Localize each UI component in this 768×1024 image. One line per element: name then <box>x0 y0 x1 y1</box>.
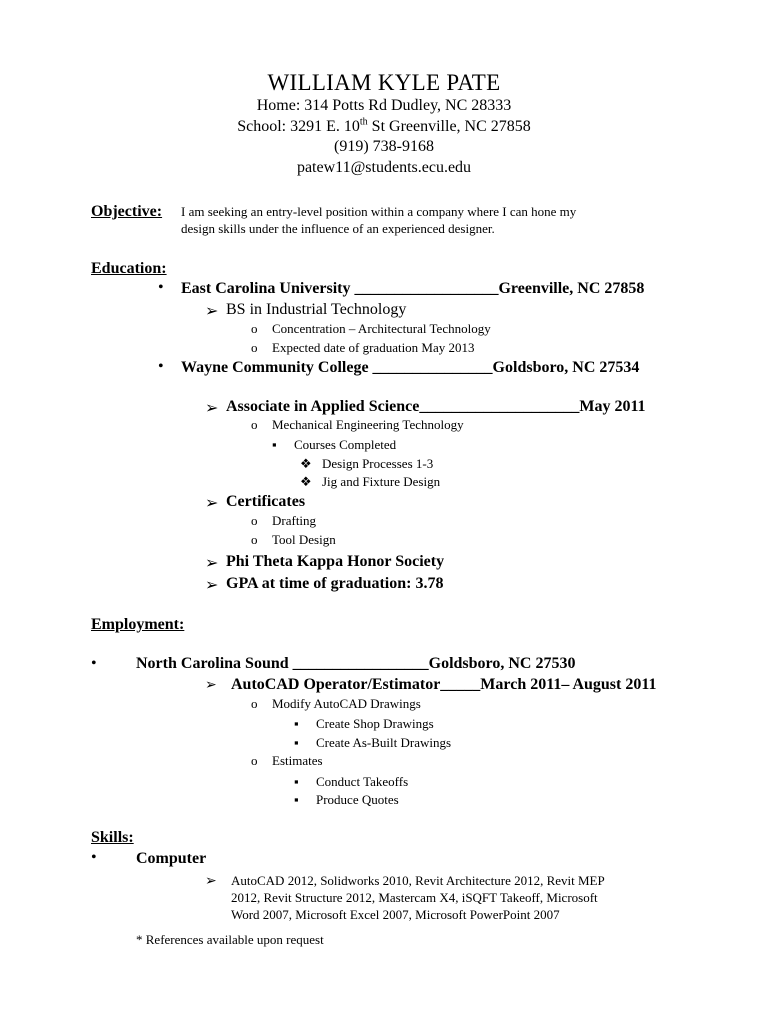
school-address-suffix: St Greenville, NC 27858 <box>367 118 531 135</box>
education-wcc-degree: Associate in Applied Science____________________May 2011 <box>226 398 646 415</box>
honor-society: Phi Theta Kappa Honor Society <box>226 553 445 570</box>
education-ecu-item: Expected date of graduation May 2013 <box>272 340 475 355</box>
arrow-icon: ➢ <box>205 874 217 889</box>
skills-heading: Skills: <box>91 829 134 846</box>
diamond-bullet-icon: ❖ <box>300 474 312 489</box>
employment-duty-item: Create As-Built Drawings <box>316 735 452 750</box>
school-address-prefix: School: 3291 E. 10 <box>237 118 360 135</box>
school-address-sup: th <box>359 116 368 128</box>
home-address: Home: 314 Potts Rd Dudley, NC 28333 <box>256 97 512 114</box>
education-ecu-school: East Carolina University __________________Greenville, NC 27858 <box>181 280 645 297</box>
skills-line-1: AutoCAD 2012, Solidworks 2010, Revit Architecture 2012, Revit MEP <box>231 873 605 888</box>
employment-duty: Estimates <box>272 753 323 768</box>
bullet-icon: • <box>158 279 164 296</box>
square-bullet-icon: ▪ <box>294 735 299 750</box>
objective-line-2: design skills under the influence of an experienced designer. <box>181 221 495 236</box>
square-bullet-icon: ▪ <box>294 716 299 731</box>
circle-bullet-icon: o <box>251 696 258 711</box>
arrow-icon: ➢ <box>205 577 219 594</box>
bullet-icon: • <box>158 358 164 375</box>
references-note: * References available upon request <box>136 932 324 947</box>
employment-duty: Modify AutoCAD Drawings <box>272 696 421 711</box>
circle-bullet-icon: o <box>251 321 258 336</box>
skills-line-2: 2012, Revit Structure 2012, Mastercam X4, iSQFT Takeoff, Microsoft <box>231 890 598 905</box>
education-wcc-program: Mechanical Engineering Technology <box>272 417 464 432</box>
education-heading: Education: <box>91 260 167 277</box>
employment-heading: Employment: <box>91 616 185 633</box>
arrow-icon: ➢ <box>205 495 219 512</box>
certificate-item: Tool Design <box>272 532 336 547</box>
circle-bullet-icon: o <box>251 417 258 432</box>
course-item: Design Processes 1-3 <box>322 456 434 471</box>
square-bullet-icon: ▪ <box>294 792 299 807</box>
arrow-icon: ➢ <box>205 400 219 417</box>
skills-line-3: Word 2007, Microsoft Excel 2007, Microsoft PowerPoint 2007 <box>231 907 560 922</box>
education-ecu-degree: BS in Industrial Technology <box>226 301 407 318</box>
employment-duty-item: Create Shop Drawings <box>316 716 434 731</box>
circle-bullet-icon: o <box>251 340 258 355</box>
phone-number: (919) 738-9168 <box>334 138 434 155</box>
arrow-icon: ➢ <box>205 555 219 572</box>
objective-heading: Objective: <box>91 203 163 220</box>
certificates-label: Certificates <box>226 493 306 510</box>
course-item: Jig and Fixture Design <box>322 474 441 489</box>
courses-label: Courses Completed <box>294 437 397 452</box>
resume-name: WILLIAM KYLE PATE <box>267 70 501 95</box>
employment-duty-item: Conduct Takeoffs <box>316 774 409 789</box>
employment-role: AutoCAD Operator/Estimator_____March 2011– August 2011 <box>231 676 657 693</box>
email-address: patew11@students.ecu.edu <box>296 159 472 176</box>
circle-bullet-icon: o <box>251 753 258 768</box>
bullet-icon: • <box>91 655 97 672</box>
certificate-item: Drafting <box>272 513 317 528</box>
circle-bullet-icon: o <box>251 513 258 528</box>
school-address <box>0 118 768 136</box>
skills-category: Computer <box>136 850 207 867</box>
square-bullet-icon: ▪ <box>272 437 277 452</box>
gpa: GPA at time of graduation: 3.78 <box>226 575 444 592</box>
square-bullet-icon: ▪ <box>294 774 299 789</box>
education-ecu-item: Concentration – Architectural Technology <box>272 321 491 336</box>
bullet-icon: • <box>91 849 97 866</box>
circle-bullet-icon: o <box>251 532 258 547</box>
employment-company: North Carolina Sound _________________Goldsboro, NC 27530 <box>136 655 576 672</box>
employment-duty-item: Produce Quotes <box>316 792 399 807</box>
diamond-bullet-icon: ❖ <box>300 456 312 471</box>
arrow-icon: ➢ <box>205 678 217 693</box>
education-wcc-school: Wayne Community College _______________Goldsboro, NC 27534 <box>181 359 640 376</box>
arrow-icon: ➢ <box>205 303 219 320</box>
objective-line-1: I am seeking an entry-level position within a company where I can hone my <box>181 204 577 219</box>
